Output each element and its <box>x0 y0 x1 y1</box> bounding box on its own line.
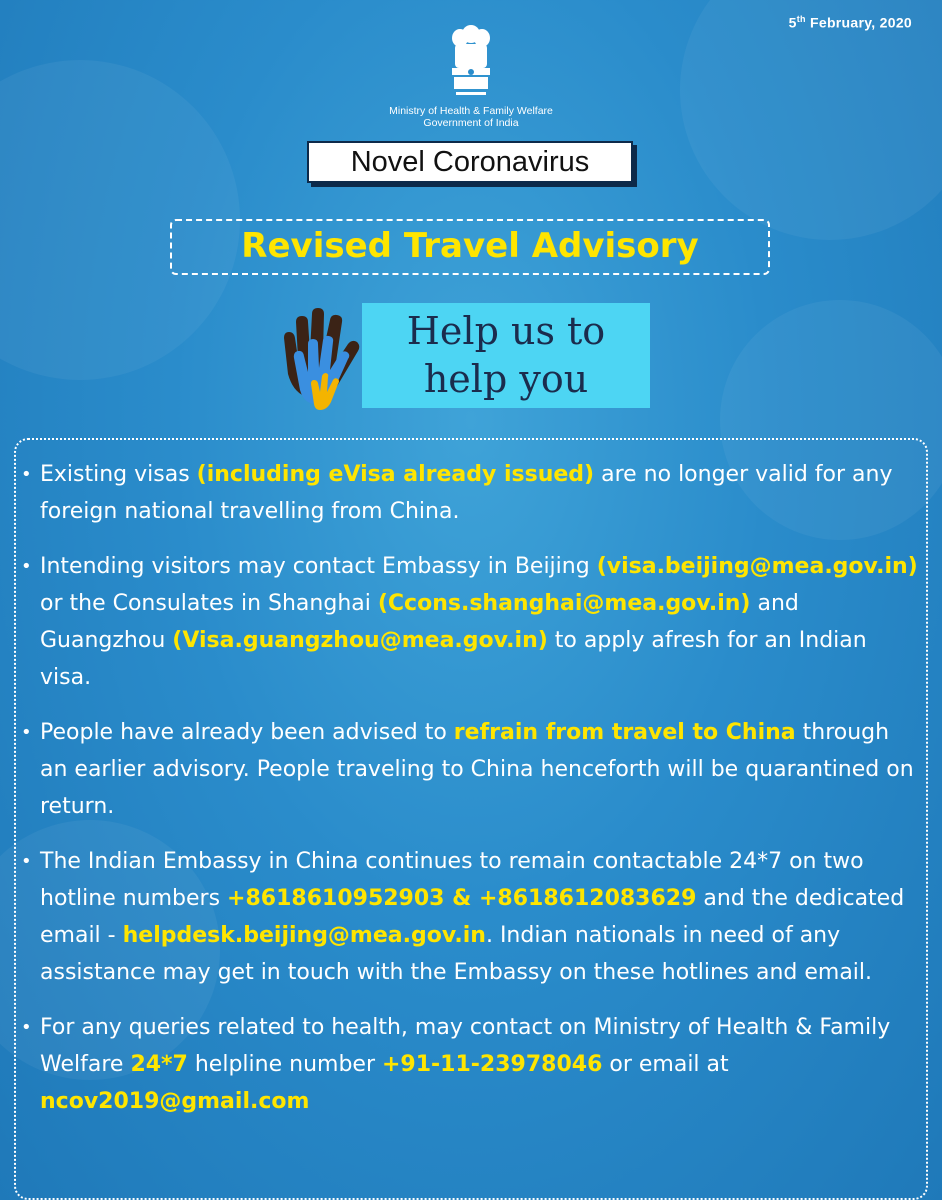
item-text: or the Consulates in Shanghai <box>40 591 378 616</box>
item-text: and the dedicated email - <box>40 886 905 948</box>
highlight-text: refrain from travel to China <box>453 720 796 745</box>
item-text: For any queries related to health, may contact on Ministry of Health & Family Welfare <box>40 1015 891 1077</box>
advisory-item <box>18 548 918 696</box>
advisory-list <box>18 456 918 1138</box>
advisory-item <box>18 714 918 825</box>
bullet-icon: • <box>21 1017 32 1038</box>
bullet-icon: • <box>21 722 32 743</box>
novel-coronavirus-title: Novel Coronavirus <box>307 141 633 183</box>
highlight-text: ncov2019@gmail.com <box>40 1089 310 1114</box>
bullet-icon: • <box>21 464 32 485</box>
date-label: 5th February, 2020 <box>788 14 912 31</box>
advisory-title: Revised Travel Advisory <box>170 219 770 275</box>
item-text: or email at <box>602 1052 729 1077</box>
help-us-text: Help us to help you <box>406 309 606 401</box>
advisory-item <box>18 1009 918 1120</box>
item-text: through an earlier advisory. People traveling to China henceforth will be quarantined on return. <box>40 720 914 819</box>
bullet-icon: • <box>21 851 32 872</box>
item-text: . Indian nationals in need of any assistance may get in touch with the Embassy on these hotlines and email. <box>40 923 873 985</box>
item-text: helpline number <box>187 1052 382 1077</box>
item-text: to apply afresh for an Indian visa. <box>40 628 867 690</box>
highlight-text: +91-11-23978046 <box>381 1052 603 1077</box>
item-text: are no longer valid for any foreign national travelling from China. <box>40 462 893 524</box>
highlight-text: 24*7 <box>130 1052 188 1077</box>
item-text: Intending visitors may contact Embassy in Beijing <box>40 554 597 579</box>
advisory-item <box>18 456 918 530</box>
item-text: People have already been advised to <box>40 720 454 745</box>
state-emblem-icon <box>446 22 496 102</box>
advisory-item <box>18 843 918 991</box>
highlight-text: +8618610952903 & +8618612083629 <box>227 886 697 911</box>
highlight-text: (including eVisa already issued) <box>196 462 595 487</box>
highlight-text: helpdesk.beijing@mea.gov.in <box>122 923 486 948</box>
bullet-icon: • <box>21 556 32 577</box>
highlight-text: (visa.beijing@mea.gov.in) <box>596 554 918 579</box>
item-text: The Indian Embassy in China continues to remain contactable 24*7 on two hotline numbers <box>40 849 864 911</box>
ministry-name: Ministry of Health & Family Welfare Government of India <box>389 105 553 129</box>
highlight-text: (Visa.guangzhou@mea.gov.in) <box>172 628 548 653</box>
item-text: and Guangzhou <box>40 591 799 653</box>
highlight-text: (Ccons.shanghai@mea.gov.in) <box>377 591 751 616</box>
item-text: Existing visas <box>40 462 197 487</box>
